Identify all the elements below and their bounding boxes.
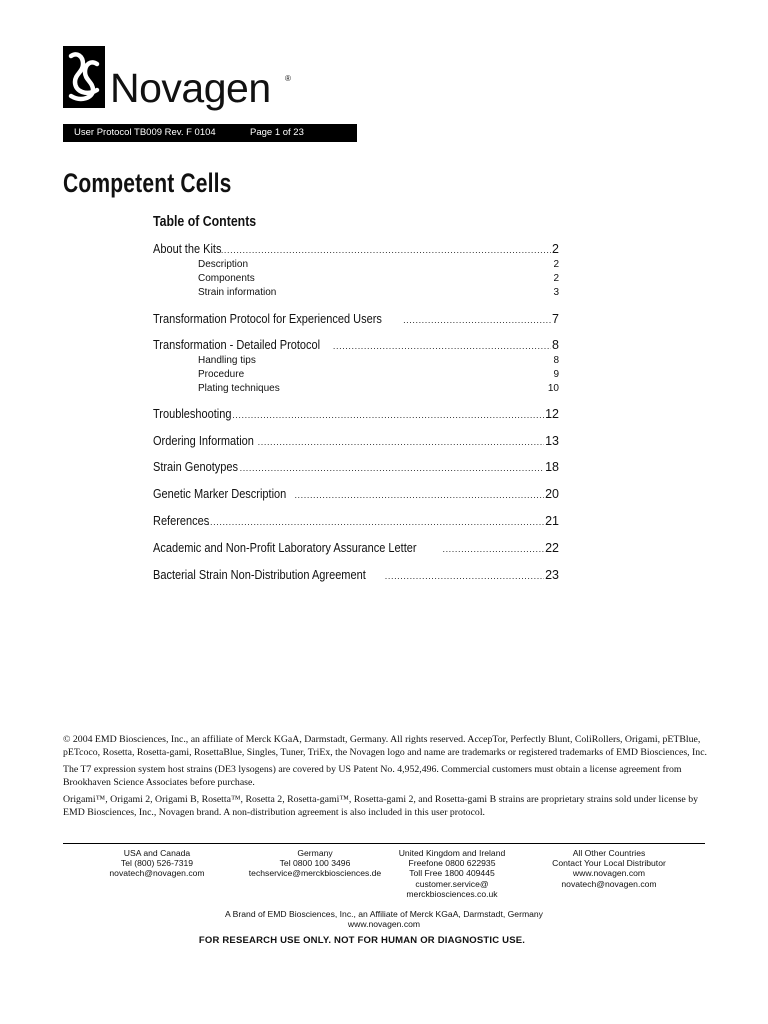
email-link[interactable]: novatech@novagen.com bbox=[109, 868, 205, 879]
protocol-number: User Protocol TB009 Rev. F 0104 bbox=[74, 127, 216, 138]
page-title: Competent Cells bbox=[63, 168, 232, 198]
toc-subentry[interactable]: Description 2 bbox=[198, 259, 559, 270]
toc-heading: Table of Contents bbox=[153, 214, 257, 230]
email-link[interactable]: merckbiosciences.co.uk bbox=[406, 888, 498, 899]
contact-usa: USA and Canada Tel (800) 526-7319 novatech@novagen.com bbox=[82, 848, 232, 879]
toc-entry-page: 2 bbox=[552, 242, 559, 256]
toc-entry-academic[interactable]: Academic and Non-Profit Laboratory Assurance Letter ..... 22 bbox=[153, 541, 559, 555]
toc-entry-label: About the Kits bbox=[153, 242, 222, 256]
toc-entry-about[interactable] bbox=[153, 242, 559, 256]
patent-paragraph: The T7 expression system host strains (DE3 lysogens) are covered by US Patent No. 4,952,496. Commercial customers must obtain a license agreement from Brookhaven Science Associates before purchase. bbox=[63, 764, 682, 788]
toc-subentry[interactable]: Strain information 3 bbox=[198, 287, 559, 298]
license-paragraph: Origami™, Origami 2, Origami B, Rosetta™, Rosetta 2, Rosetta-gami™, Rosetta-gami 2, and Rosetta-gami B strains are proprietary strains sold under license by EMD Biosciences, Inc., Novagen brand. A non-distribution agreement is also included in this user protocol. bbox=[63, 794, 698, 818]
toc-entry-bacterial[interactable]: Bacterial Strain Non-Distribution Agreement ..... 23 bbox=[153, 568, 559, 582]
toc-subentry[interactable]: Components 2 bbox=[198, 273, 559, 284]
toc-entry-genetic-marker[interactable]: Genetic Marker Description ..... 20 bbox=[153, 487, 559, 501]
web-link[interactable]: www.novagen.com bbox=[572, 868, 646, 879]
toc-entry-troubleshooting[interactable]: Troubleshooting ..... 12 bbox=[153, 407, 559, 421]
novagen-logo-icon bbox=[63, 46, 105, 108]
toc-entry-genotypes[interactable]: Strain Genotypes ..... 18 bbox=[153, 460, 559, 474]
brand-name: Novagen bbox=[110, 65, 271, 111]
toc-subentry[interactable]: Plating techniques 10 bbox=[198, 383, 559, 394]
toc-entry-detailed[interactable]: Transformation - Detailed Protocol ..... 8 bbox=[153, 338, 559, 352]
contact-other: All Other Countries Contact Your Local Distributor www.novagen.com novatech@novagen.com bbox=[534, 848, 684, 889]
page-indicator: Page 1 of 23 bbox=[250, 127, 304, 138]
toc-entry-experienced[interactable]: Transformation Protocol for Experienced Users ..... 7 bbox=[153, 312, 559, 326]
footer-divider bbox=[63, 843, 705, 844]
legal-notice bbox=[63, 734, 708, 824]
email-link[interactable]: novatech@novagen.com bbox=[561, 878, 657, 889]
toc-entry-references[interactable]: References ..... 21 bbox=[153, 514, 559, 528]
toc-subentry[interactable]: Procedure 9 bbox=[198, 369, 559, 380]
contact-uk: United Kingdom and Ireland Freefone 0800 622935 Toll Free 1800 409445 customer.service@ merckbiosciences.co.uk bbox=[377, 848, 527, 899]
research-use-notice: FOR RESEARCH USE ONLY. NOT FOR HUMAN OR DIAGNOSTIC USE. bbox=[198, 935, 526, 946]
toc-entry-ordering[interactable]: Ordering Information ..... 13 bbox=[153, 434, 559, 448]
toc-subentry[interactable]: Handling tips 8 bbox=[198, 355, 559, 366]
registered-mark: ® bbox=[285, 74, 291, 83]
web-link[interactable]: www.novagen.com bbox=[347, 919, 421, 930]
protocol-bar bbox=[63, 124, 357, 142]
contact-germany: Germany Tel 0800 100 3496 techservice@merckbiosciences.de bbox=[240, 848, 390, 879]
email-link[interactable]: customer.service@ bbox=[415, 878, 489, 889]
brand-line: A Brand of EMD Biosciences, Inc., an Affiliate of Merck KGaA, Darmstadt, Germany www.novagen.com bbox=[63, 909, 705, 929]
email-link[interactable]: techservice@merckbiosciences.de bbox=[248, 868, 382, 879]
copyright-paragraph: © 2004 EMD Biosciences, Inc., an affiliate of Merck KGaA, Darmstadt, Germany. All rights reserved. AccepTor, Perfectly Blunt, ColiRollers, Origami, pETBlue, pETcoco, Rosetta, Rosetta-gami, RosettaBlue, Singles, Tuner, TriEx, the Novagen logo and name are trademarks or registered trademarks of EMD Biosciences, Inc. bbox=[63, 734, 708, 758]
